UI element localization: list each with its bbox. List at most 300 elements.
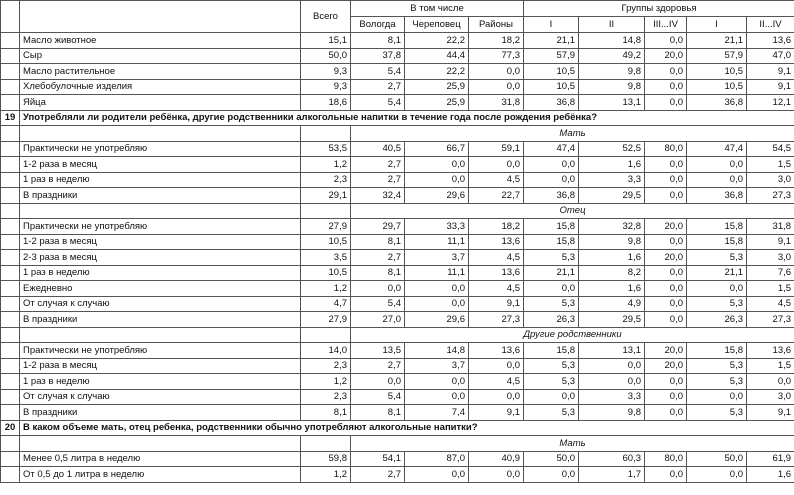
table-row: [1, 48, 794, 64]
row-value: 0,0: [524, 157, 579, 173]
row-index: [1, 327, 20, 343]
row-value: 0,0: [469, 389, 524, 405]
row-value: 1,2: [301, 157, 351, 173]
row-label: В праздники: [20, 405, 301, 421]
row-index: [1, 203, 20, 219]
row-value: 22,7: [469, 188, 524, 204]
table-row: [1, 467, 794, 483]
row-value: 7,6: [747, 265, 794, 281]
row-value: 0,0: [405, 467, 469, 483]
row-value: 0,0: [469, 157, 524, 173]
row-value: 0,0: [645, 79, 687, 95]
row-value: 5,4: [351, 296, 405, 312]
row-value: 31,8: [469, 95, 524, 111]
row-label: Ежедневно: [20, 281, 301, 297]
row-value: 9,1: [469, 405, 524, 421]
row-label: Хлебобулочные изделия: [20, 79, 301, 95]
question-row: [1, 110, 794, 126]
row-value: 29,1: [301, 188, 351, 204]
row-value: 13,6: [747, 343, 794, 359]
table-row: [1, 172, 794, 188]
row-value: 29,5: [579, 188, 645, 204]
question-text: В каком объеме мать, отец ребенка, родственники обычно употребляют алкогольные напитки?: [20, 420, 794, 436]
row-value: 10,5: [524, 64, 579, 80]
row-value: 21,1: [524, 265, 579, 281]
row-value: 4,5: [469, 374, 524, 390]
row-value: 2,7: [351, 250, 405, 266]
row-value: 0,0: [405, 172, 469, 188]
row-value: 36,8: [524, 188, 579, 204]
row-value: 14,8: [579, 33, 645, 49]
row-value: 0,0: [469, 358, 524, 374]
row-value: 25,9: [405, 95, 469, 111]
row-value: 20,0: [645, 250, 687, 266]
row-value: 5,3: [524, 374, 579, 390]
row-value: 9,3: [301, 64, 351, 80]
row-value: 5,3: [524, 296, 579, 312]
row-value: 0,0: [645, 188, 687, 204]
row-value: 9,8: [579, 405, 645, 421]
row-value: 40,9: [469, 451, 524, 467]
row-value: 0,0: [645, 374, 687, 390]
table-row: [1, 312, 794, 328]
row-value: 1,2: [301, 281, 351, 297]
table-row: [1, 358, 794, 374]
row-value: 54,1: [351, 451, 405, 467]
row-label: Масло растительное: [20, 64, 301, 80]
row-value: 13,5: [351, 343, 405, 359]
row-value: 0,0: [645, 405, 687, 421]
row-value: 0,0: [645, 296, 687, 312]
row-value: 0,0: [687, 467, 747, 483]
row-value: 54,5: [747, 141, 794, 157]
row-value: 33,3: [405, 219, 469, 235]
row-index: [1, 343, 20, 359]
row-label: От 0,5 до 1 литра в неделю: [20, 467, 301, 483]
label-header: [20, 1, 301, 33]
row-value: 10,5: [524, 79, 579, 95]
col-header: Вологда: [351, 17, 405, 33]
table-row: [1, 64, 794, 80]
col-header: III...IV: [645, 17, 687, 33]
question-number: 19: [1, 110, 20, 126]
row-value: 1,2: [301, 467, 351, 483]
row-value: 0,0: [645, 172, 687, 188]
row-value: 2,7: [351, 172, 405, 188]
row-value: 50,0: [524, 451, 579, 467]
table-row: [1, 374, 794, 390]
row-value: 13,6: [469, 343, 524, 359]
row-value: 29,6: [405, 312, 469, 328]
row-value: 5,3: [687, 296, 747, 312]
col-header: Районы: [469, 17, 524, 33]
row-value: 1,5: [747, 358, 794, 374]
row-label: 2-3 раза в месяц: [20, 250, 301, 266]
subheader-row: [1, 203, 794, 219]
row-value: 10,5: [301, 234, 351, 250]
row-value: 0,0: [645, 234, 687, 250]
table-row: [1, 157, 794, 173]
row-index: [1, 188, 20, 204]
row-value: 2,7: [351, 467, 405, 483]
row-index: [1, 296, 20, 312]
table-row: [1, 343, 794, 359]
row-value: 4,5: [469, 172, 524, 188]
row-value: 37,8: [351, 48, 405, 64]
row-value: 0,0: [351, 374, 405, 390]
row-value: 0,0: [405, 296, 469, 312]
row-value: 27,3: [747, 188, 794, 204]
row-label: 1-2 раза в месяц: [20, 157, 301, 173]
row-value: 8,1: [351, 265, 405, 281]
row-value: 3,3: [579, 172, 645, 188]
col-header: II: [579, 17, 645, 33]
row-value: 9,1: [747, 405, 794, 421]
row-index: [1, 265, 20, 281]
row-value: 3,5: [301, 250, 351, 266]
question-text: Употребляли ли родители ребёнка, другие родственники алкогольные напитки в течение года после рождения ребёнка?: [20, 110, 794, 126]
row-value: 0,0: [645, 389, 687, 405]
row-label: Практически не употребляю: [20, 219, 301, 235]
row-value: 49,2: [579, 48, 645, 64]
row-value: 53,5: [301, 141, 351, 157]
row-value: 18,2: [469, 219, 524, 235]
row-value: 15,8: [524, 234, 579, 250]
row-value: 80,0: [645, 141, 687, 157]
total-header: Всего: [301, 1, 351, 33]
row-value: 5,3: [687, 374, 747, 390]
row-value: 7,4: [405, 405, 469, 421]
row-value: 4,5: [747, 296, 794, 312]
row-value: 59,1: [469, 141, 524, 157]
row-value: 36,8: [687, 188, 747, 204]
row-label: В праздники: [20, 188, 301, 204]
row-value: [301, 203, 351, 219]
row-value: 50,0: [301, 48, 351, 64]
table-row: [1, 141, 794, 157]
row-value: 47,4: [687, 141, 747, 157]
row-value: 0,0: [524, 389, 579, 405]
row-value: 11,1: [405, 234, 469, 250]
row-label: [20, 126, 301, 142]
row-value: 13,6: [469, 234, 524, 250]
row-label: Яйца: [20, 95, 301, 111]
row-value: 14,0: [301, 343, 351, 359]
row-value: 12,1: [747, 95, 794, 111]
row-value: 3,0: [747, 250, 794, 266]
row-label: Практически не употребляю: [20, 141, 301, 157]
row-value: 9,1: [747, 64, 794, 80]
row-value: 32,8: [579, 219, 645, 235]
row-label: В праздники: [20, 312, 301, 328]
row-value: 3,0: [747, 389, 794, 405]
row-value: 20,0: [645, 358, 687, 374]
col-header: II...IV: [747, 17, 794, 33]
row-value: 11,1: [405, 265, 469, 281]
subheader-row: [1, 327, 794, 343]
table-row: [1, 389, 794, 405]
row-value: 57,9: [687, 48, 747, 64]
row-label: От случая к случаю: [20, 389, 301, 405]
row-index: [1, 451, 20, 467]
row-value: 0,0: [405, 281, 469, 297]
row-value: 8,1: [351, 405, 405, 421]
row-label: [20, 436, 301, 452]
row-value: 22,2: [405, 64, 469, 80]
row-value: 9,8: [579, 234, 645, 250]
row-value: 87,0: [405, 451, 469, 467]
row-value: 13,1: [579, 95, 645, 111]
row-value: 0,0: [469, 64, 524, 80]
row-value: 9,1: [469, 296, 524, 312]
row-value: 0,0: [687, 389, 747, 405]
row-value: 0,0: [645, 312, 687, 328]
row-index: [1, 281, 20, 297]
row-value: 4,5: [469, 250, 524, 266]
row-value: 0,0: [405, 389, 469, 405]
subheader-label: Мать: [351, 126, 794, 142]
row-value: 57,9: [524, 48, 579, 64]
row-value: 0,0: [687, 281, 747, 297]
row-value: 21,1: [687, 265, 747, 281]
row-value: 36,8: [687, 95, 747, 111]
row-value: 9,1: [747, 234, 794, 250]
row-index: [1, 157, 20, 173]
row-value: 5,3: [524, 250, 579, 266]
groups-header: Группы здоровья: [524, 1, 794, 17]
row-value: 0,0: [645, 467, 687, 483]
row-value: [301, 436, 351, 452]
row-value: 47,4: [524, 141, 579, 157]
row-value: 0,0: [579, 358, 645, 374]
row-value: 27,3: [469, 312, 524, 328]
row-value: [301, 327, 351, 343]
row-value: 9,8: [579, 79, 645, 95]
row-value: 61,9: [747, 451, 794, 467]
row-index: [1, 48, 20, 64]
row-value: 0,0: [524, 467, 579, 483]
row-label: Практически не употребляю: [20, 343, 301, 359]
row-value: 2,7: [351, 358, 405, 374]
row-value: 9,3: [301, 79, 351, 95]
row-value: 15,8: [687, 343, 747, 359]
row-value: 8,1: [351, 234, 405, 250]
table-row: [1, 33, 794, 49]
table-row: [1, 188, 794, 204]
row-index: [1, 64, 20, 80]
table-row: [1, 234, 794, 250]
row-value: 26,3: [687, 312, 747, 328]
row-value: 3,7: [405, 250, 469, 266]
row-value: 3,7: [405, 358, 469, 374]
row-value: 15,8: [687, 219, 747, 235]
row-value: 0,0: [645, 157, 687, 173]
row-value: 18,6: [301, 95, 351, 111]
row-value: 1,5: [747, 157, 794, 173]
row-value: 29,7: [351, 219, 405, 235]
row-value: 40,5: [351, 141, 405, 157]
row-index: [1, 79, 20, 95]
row-value: 0,0: [645, 265, 687, 281]
row-value: 4,7: [301, 296, 351, 312]
row-label: 1 раз в неделю: [20, 172, 301, 188]
row-value: 13,6: [469, 265, 524, 281]
col-header: Череповец: [405, 17, 469, 33]
row-value: 27,9: [301, 219, 351, 235]
row-value: 5,3: [687, 250, 747, 266]
row-value: 0,0: [524, 172, 579, 188]
row-value: 1,5: [747, 281, 794, 297]
row-label: 1 раз в неделю: [20, 374, 301, 390]
row-value: 4,5: [469, 281, 524, 297]
row-value: 5,3: [687, 405, 747, 421]
row-value: 5,4: [351, 389, 405, 405]
row-value: 18,2: [469, 33, 524, 49]
row-index: [1, 250, 20, 266]
row-value: 27,0: [351, 312, 405, 328]
row-value: 8,2: [579, 265, 645, 281]
row-value: 1,6: [579, 250, 645, 266]
row-value: 0,0: [687, 157, 747, 173]
row-value: 0,0: [687, 172, 747, 188]
incl-header: В том числе: [351, 1, 524, 17]
row-value: 13,1: [579, 343, 645, 359]
row-index: [1, 33, 20, 49]
table-row: [1, 79, 794, 95]
row-label: Менее 0,5 литра в неделю: [20, 451, 301, 467]
subheader-label: Отец: [351, 203, 794, 219]
table-row: [1, 250, 794, 266]
table-row: [1, 219, 794, 235]
row-value: [301, 126, 351, 142]
table-row: [1, 296, 794, 312]
row-index: [1, 358, 20, 374]
row-value: 31,8: [747, 219, 794, 235]
row-value: 5,3: [524, 358, 579, 374]
row-value: 25,9: [405, 79, 469, 95]
row-value: 32,4: [351, 188, 405, 204]
row-label: Масло животное: [20, 33, 301, 49]
row-value: 15,1: [301, 33, 351, 49]
row-value: 13,6: [747, 33, 794, 49]
index-header: [1, 1, 20, 33]
row-value: 14,8: [405, 343, 469, 359]
row-value: 0,0: [405, 374, 469, 390]
table-row: [1, 265, 794, 281]
row-label: 1-2 раза в месяц: [20, 358, 301, 374]
row-value: 77,3: [469, 48, 524, 64]
row-value: 0,0: [469, 79, 524, 95]
row-value: 50,0: [687, 451, 747, 467]
row-value: 3,3: [579, 389, 645, 405]
row-value: 2,7: [351, 157, 405, 173]
table-row: [1, 451, 794, 467]
question-row: [1, 420, 794, 436]
row-value: 15,8: [687, 234, 747, 250]
row-value: 0,0: [645, 33, 687, 49]
row-value: 66,7: [405, 141, 469, 157]
row-value: 2,7: [351, 79, 405, 95]
row-value: 20,0: [645, 219, 687, 235]
row-value: 2,3: [301, 172, 351, 188]
row-value: 0,0: [579, 374, 645, 390]
subheader-label: Мать: [351, 436, 794, 452]
row-index: [1, 436, 20, 452]
row-value: 0,0: [747, 374, 794, 390]
row-index: [1, 219, 20, 235]
row-value: 0,0: [645, 281, 687, 297]
row-value: 1,6: [579, 281, 645, 297]
row-value: 0,0: [405, 157, 469, 173]
row-value: 36,8: [524, 95, 579, 111]
row-value: 10,5: [687, 64, 747, 80]
col-header: I: [687, 17, 747, 33]
question-number: 20: [1, 420, 20, 436]
row-index: [1, 374, 20, 390]
row-value: 3,0: [747, 172, 794, 188]
row-value: 4,9: [579, 296, 645, 312]
row-value: 27,9: [301, 312, 351, 328]
row-value: 0,0: [524, 281, 579, 297]
row-value: 1,7: [579, 467, 645, 483]
row-value: 80,0: [645, 451, 687, 467]
row-value: 21,1: [687, 33, 747, 49]
subheader-row: [1, 436, 794, 452]
row-value: 2,3: [301, 358, 351, 374]
row-value: 8,1: [301, 405, 351, 421]
row-value: 0,0: [645, 64, 687, 80]
row-value: 20,0: [645, 343, 687, 359]
row-value: 10,5: [301, 265, 351, 281]
row-value: 9,1: [747, 79, 794, 95]
table-row: [1, 281, 794, 297]
row-value: 15,8: [524, 343, 579, 359]
row-value: 0,0: [351, 281, 405, 297]
row-value: 1,6: [579, 157, 645, 173]
table-row: [1, 95, 794, 111]
row-label: Сыр: [20, 48, 301, 64]
row-value: 10,5: [687, 79, 747, 95]
row-value: 21,1: [524, 33, 579, 49]
row-value: 0,0: [469, 467, 524, 483]
subheader-label: Другие родственники: [351, 327, 794, 343]
row-value: 47,0: [747, 48, 794, 64]
row-index: [1, 172, 20, 188]
row-index: [1, 95, 20, 111]
row-label: [20, 327, 301, 343]
row-value: 2,3: [301, 389, 351, 405]
row-value: 15,8: [524, 219, 579, 235]
row-value: 8,1: [351, 33, 405, 49]
row-value: 9,8: [579, 64, 645, 80]
row-value: 29,6: [405, 188, 469, 204]
col-header: I: [524, 17, 579, 33]
row-index: [1, 312, 20, 328]
row-value: 27,3: [747, 312, 794, 328]
row-label: 1 раз в неделю: [20, 265, 301, 281]
row-index: [1, 234, 20, 250]
row-value: 44,4: [405, 48, 469, 64]
row-value: 52,5: [579, 141, 645, 157]
row-value: 0,0: [645, 95, 687, 111]
row-value: 60,3: [579, 451, 645, 467]
row-value: 5,3: [687, 358, 747, 374]
row-label: От случая к случаю: [20, 296, 301, 312]
row-index: [1, 389, 20, 405]
row-value: 1,2: [301, 374, 351, 390]
subheader-row: [1, 126, 794, 142]
row-index: [1, 405, 20, 421]
